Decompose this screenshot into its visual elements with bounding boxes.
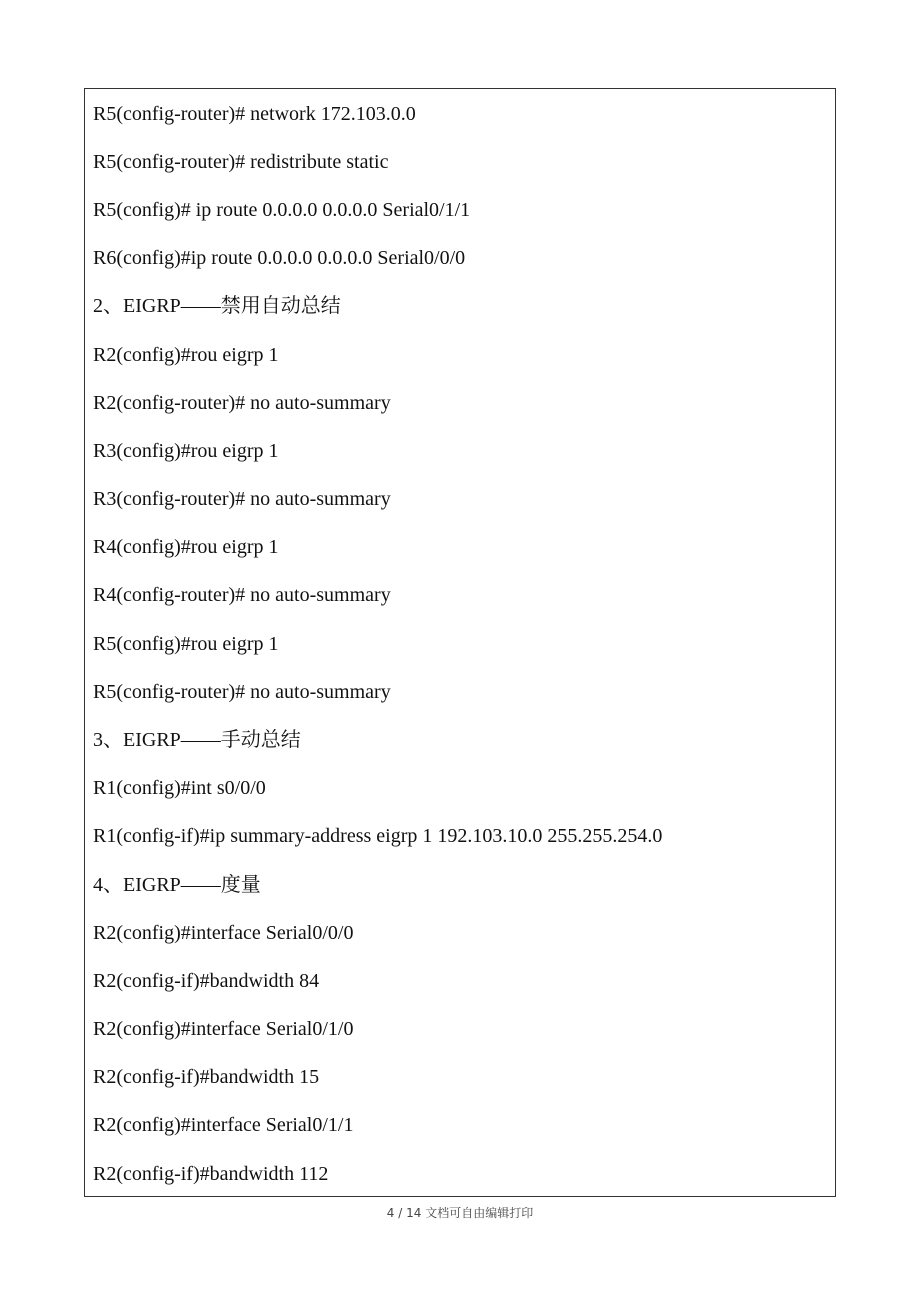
text-line: R1(config)#int s0/0/0 xyxy=(93,777,266,799)
text-line: R2(config-if)#bandwidth 112 xyxy=(93,1163,329,1185)
text-line: R3(config)#rou eigrp 1 xyxy=(93,440,279,462)
text-line: R5(config)#rou eigrp 1 xyxy=(93,633,279,655)
text-line: R2(config)#rou eigrp 1 xyxy=(93,344,279,366)
text-line: R5(config-router)# redistribute static xyxy=(93,151,389,173)
text-line: R2(config)#interface Serial0/1/1 xyxy=(93,1114,354,1136)
text-line: R6(config)#ip route 0.0.0.0 0.0.0.0 Serial0/0/0 xyxy=(93,247,466,269)
text-line: R5(config-router)# network 172.103.0.0 xyxy=(93,103,416,125)
text-line: R5(config-router)# no auto-summary xyxy=(93,681,391,703)
text-line: R2(config)#interface Serial0/1/0 xyxy=(93,1018,354,1040)
content-box xyxy=(84,88,836,1197)
text-line: R5(config)# ip route 0.0.0.0 0.0.0.0 Serial0/1/1 xyxy=(93,199,471,221)
text-line: R4(config-router)# no auto-summary xyxy=(93,584,391,606)
text-line: R4(config)#rou eigrp 1 xyxy=(93,536,279,558)
text-line: R2(config-if)#bandwidth 15 xyxy=(93,1066,320,1088)
section-heading: 2、EIGRP——禁用自动总结 xyxy=(93,295,341,317)
page-footer: 4 / 14 文档可自由编辑打印 xyxy=(386,1206,534,1220)
section-heading: 3、EIGRP——手动总结 xyxy=(93,729,301,751)
text-line: R2(config)#interface Serial0/0/0 xyxy=(93,922,354,944)
text-line: R3(config-router)# no auto-summary xyxy=(93,488,391,510)
text-line: R2(config-if)#bandwidth 84 xyxy=(93,970,320,992)
section-heading: 4、EIGRP——度量 xyxy=(93,874,261,896)
text-line: R1(config-if)#ip summary-address eigrp 1 192.103.10.0 255.255.254.0 xyxy=(93,825,663,847)
text-line: R2(config-router)# no auto-summary xyxy=(93,392,391,414)
